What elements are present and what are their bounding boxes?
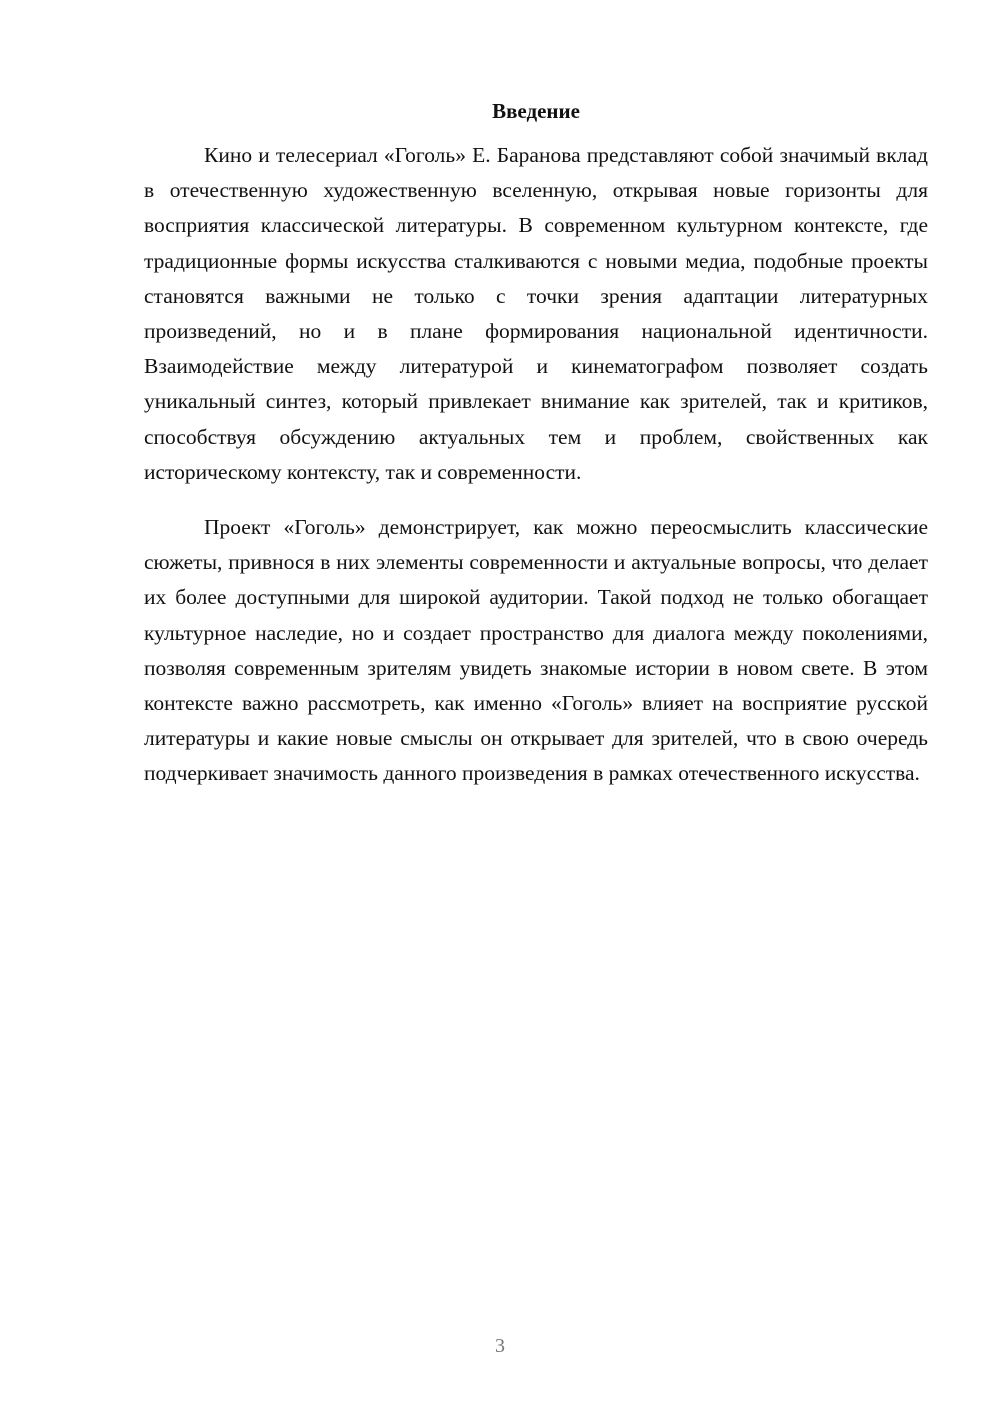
page-number: 3 <box>495 1335 505 1357</box>
paragraph-1: Кино и телесериал «Гоголь» Е. Баранова представляют собой значимый вклад в отечественную художественную вселенную, открывая новые горизонты для восприятия классической литературы. В современном культурном контексте, где традиционные формы искусства сталкиваются с новыми медиа, подобные проекты становятся важными не только с точки зрения адаптации литературных произведений, но и в плане формирования национальной идентичности. Взаимодействие между литературой и кинематографом позволяет создать уникальный синтез, который привлекает внимание как зрителей, так и критиков, способствуя обсуждению актуальных тем и проблем, свойственных как историческому контексту, так и современности. <box>144 143 928 484</box>
section-title: Введение <box>492 99 580 123</box>
page-content <box>144 96 928 792</box>
paragraph-2: Проект «Гоголь» демонстрирует, как можно переосмыслить классические сюжеты, привнося в них элементы современности и актуальные вопросы, что делает их более доступными для широкой аудитории. Такой подход не только обогащает культурное наследие, но и создает пространство для диалога между поколениями, позволяя современным зрителям увидеть знакомые истории в новом свете. В этом контексте важно рассмотреть, как именно «Гоголь» влияет на восприятие русской литературы и какие новые смыслы он открывает для зрителей, что в свою очередь подчеркивает значимость данного произведения в рамках отечественного искусства. <box>144 515 928 786</box>
